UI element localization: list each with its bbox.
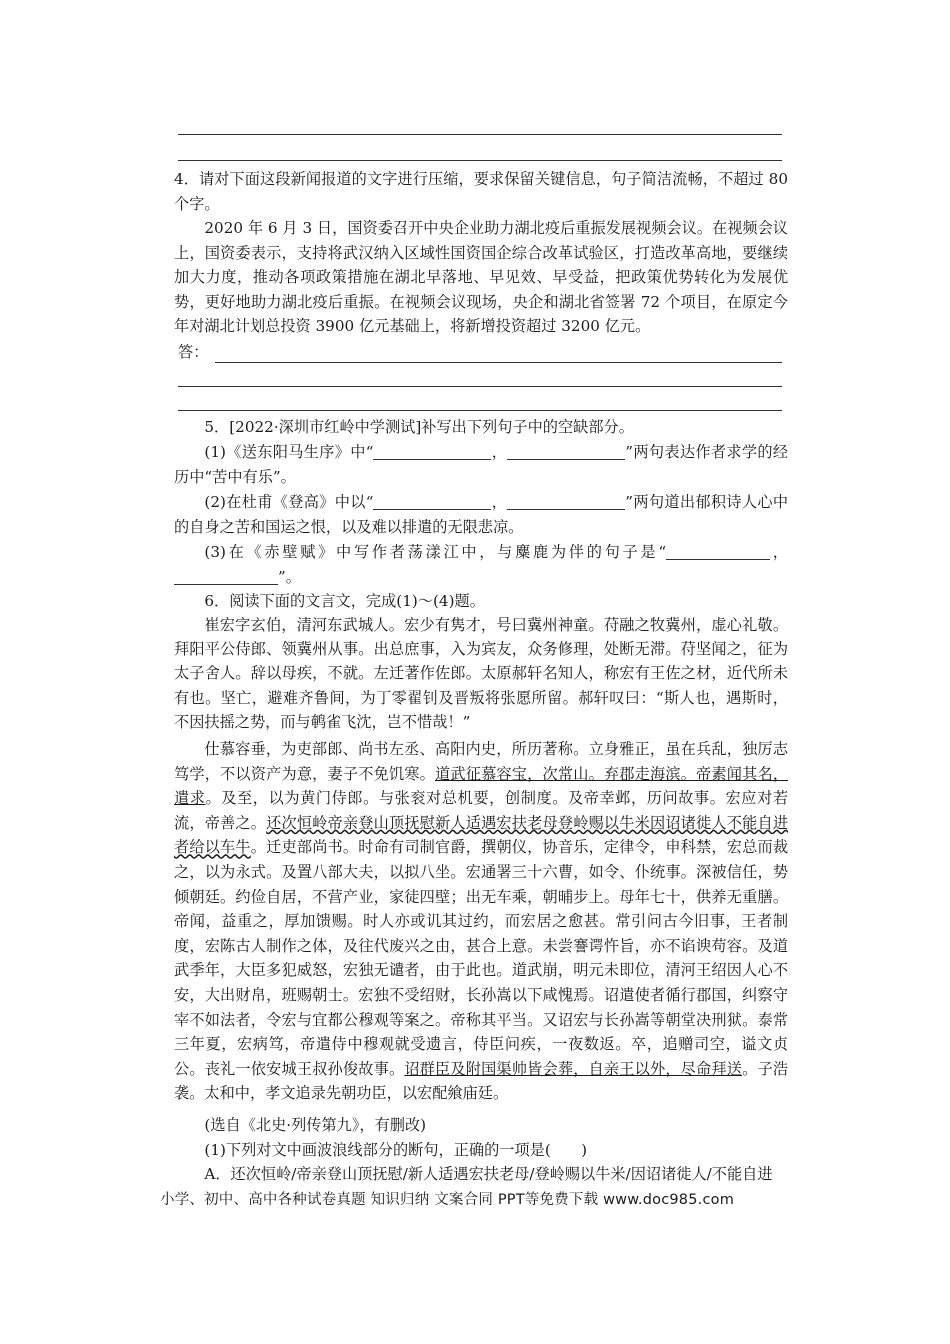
text-segment: 仕慕容垂，为吏部郎、尚书左丞、高阳内史，所历著称。立身雅正，虽在兵乱，独厉志笃学，不以资产为意，妻子不免饥寒。 xyxy=(174,740,788,783)
fill-blank[interactable] xyxy=(174,568,278,585)
answer-label: 答： xyxy=(178,343,209,361)
question-6-prompt: 6．阅读下面的文言文，完成(1)～(4)题。 xyxy=(204,592,485,610)
underlined-segment: 诏群臣及附国渠帅皆会葬，自亲王以外，尽命拜送 xyxy=(404,1059,743,1078)
item-text: (1)《送东阳马生序》中“ xyxy=(204,443,374,461)
item-text: ， xyxy=(491,493,508,511)
wavy-underlined-segment: 还次恒岭帝亲登山顶抚慰新人适遇宏扶老母登岭赐以牛米因诏诸徙人不能自进者给以车牛 xyxy=(174,813,789,857)
fill-blank[interactable] xyxy=(373,493,491,510)
text-segment: 。迁吏部尚书。时命有司制官爵，撰朝仪，协音乐，定律令，申科禁，宏总而裁之，以为永式。及置八部大夫，以拟八坐。宏通署三十六曹，如令、仆统事。深被信任，势倾朝廷。约俭自居，不营产业，家徒四壁；出无车乘，朝晡步上。母年七十，供养无重膳。帝闻，益重之，厚加馈赐。时人亦或讥其过约，而宏居之愈甚。常引问古今旧事，王者制度，宏陈古人制作之体，及往代废兴之由，甚合上意。未尝謇谔忤旨，亦不谄谀苟容。及道武季年，大臣多犯威怒，宏独无谴者，由于此也。道武崩，明元未即位，清河王绍因人心不安，大出财帛，班赐朝士。宏独不受绍财，长孙嵩以下咸愧焉。诏遣使者循行郡国，纠察守宰不如法者，令宏与宜都公穆观等案之。帝称其平当。又诏宏与长孙嵩等朝堂决刑狱。泰常三年夏，宏病笃，帝遣侍中穆观就受遗言，侍臣问疾，一夜数返。卒，追赠司空，谥文贞公。丧礼一依安城王叔孙俊故事。 xyxy=(174,838,789,1078)
question-4-prompt: 4．请对下面这段新闻报道的文字进行压缩，要求保留关键信息，句子简洁流畅，不超过 80 个字。 xyxy=(174,170,788,213)
item-text: (2)在杜甫《登高》中以“ xyxy=(204,493,374,511)
answer-line xyxy=(178,410,782,411)
item-text: (3)在《赤壁赋》中写作者荡漾江中，与麋鹿为伴的句子是“ xyxy=(204,543,667,561)
question-5-prompt: 5．[2022·深圳市红岭中学测试]补写出下列句子中的空缺部分。 xyxy=(204,418,634,436)
answer-line xyxy=(215,362,782,363)
answer-line xyxy=(178,134,782,135)
item-text: ”两句道出郁积诗人心中的自身之苦和国运之恨，以及难以排遣的无限悲凉。 xyxy=(174,493,789,536)
classical-text-para-2 xyxy=(174,737,788,1106)
text-segment: 。子浩袭。太和中，孝文追录先朝功臣，以宏配飨庙廷。 xyxy=(174,1059,789,1103)
answer-line xyxy=(178,386,782,387)
fill-blank[interactable] xyxy=(507,443,625,460)
question-5-item-1 xyxy=(174,440,788,489)
footer-watermark: 小学、初中、高中各种试卷真题 知识归纳 文案合同 PPT等免费下载 www.doc985.com xyxy=(160,1192,735,1208)
question-4-passage: 2020 年 6 月 3 日，国资委召开中央企业助力湖北疫后重振发展视频会议。在视频会议上，国资委表示，支持将武汉纳入区域性国资国企综合改革试验区，打造改革高地，要继续加大力度，推动各项政策措施在湖北早落地、早见效、早受益，把政策优势转化为发展优势，更好地助力湖北疫后重振。在视频会议现场，央企和湖北省签署 72 个项目，在原定今年对湖北计划总投资 3900 亿元基础上，将新增投资超过 3200 亿元。 xyxy=(174,219,788,335)
fill-blank[interactable] xyxy=(666,543,770,560)
sub-question-1: (1)下列对文中画波浪线部分的断句，正确的一项是( ) xyxy=(204,1141,588,1159)
answer-line xyxy=(178,160,782,161)
text-segment: 。及至，以为黄门侍郎。与张衮对总机要，创制度。及帝幸邺，历问故事。宏应对若流，帝善之。 xyxy=(174,789,789,832)
question-5-item-3 xyxy=(174,540,788,589)
option-a: A．还次恒岭/帝亲登山顶抚慰/新人适遇宏扶老母/登岭赐以牛米/因诏诸徙人/不能自进 xyxy=(204,1165,773,1183)
item-text: ， xyxy=(770,543,788,561)
item-text: ”两句表达作者求学的经历中“苦中有乐”。 xyxy=(174,443,789,486)
fill-blank[interactable] xyxy=(373,443,491,460)
underlined-segment: 道武征慕容宝，次常山。弃郡走海滨。帝素闻其名，遣求 xyxy=(174,764,789,808)
question-5-item-2 xyxy=(174,490,788,539)
source-citation: (选自《北史·列传第九》，有删改) xyxy=(204,1116,427,1134)
fill-blank[interactable] xyxy=(507,493,625,510)
classical-text-para-1: 崔宏字玄伯，清河东武城人。宏少有隽才，号曰冀州神童。苻融之牧冀州，虚心礼敬。拜阳平公侍郎、领冀州从事。出总庶事，入为宾友，众务修理，处断无滞。苻坚闻之，征为太子舍人。辞以母疾，不就。左迁著作佐郎。太原郝轩名知人，称宏有王佐之材，近代所未有也。坚亡，避难齐鲁间，为丁零翟钊及晋叛将张愿所留。郝轩叹曰：“斯人也，遇斯时，不因扶摇之势，而与鹌雀飞沈，岂不惜哉！” xyxy=(174,616,788,731)
item-text: ”。 xyxy=(278,567,301,586)
item-text: ， xyxy=(491,443,508,461)
